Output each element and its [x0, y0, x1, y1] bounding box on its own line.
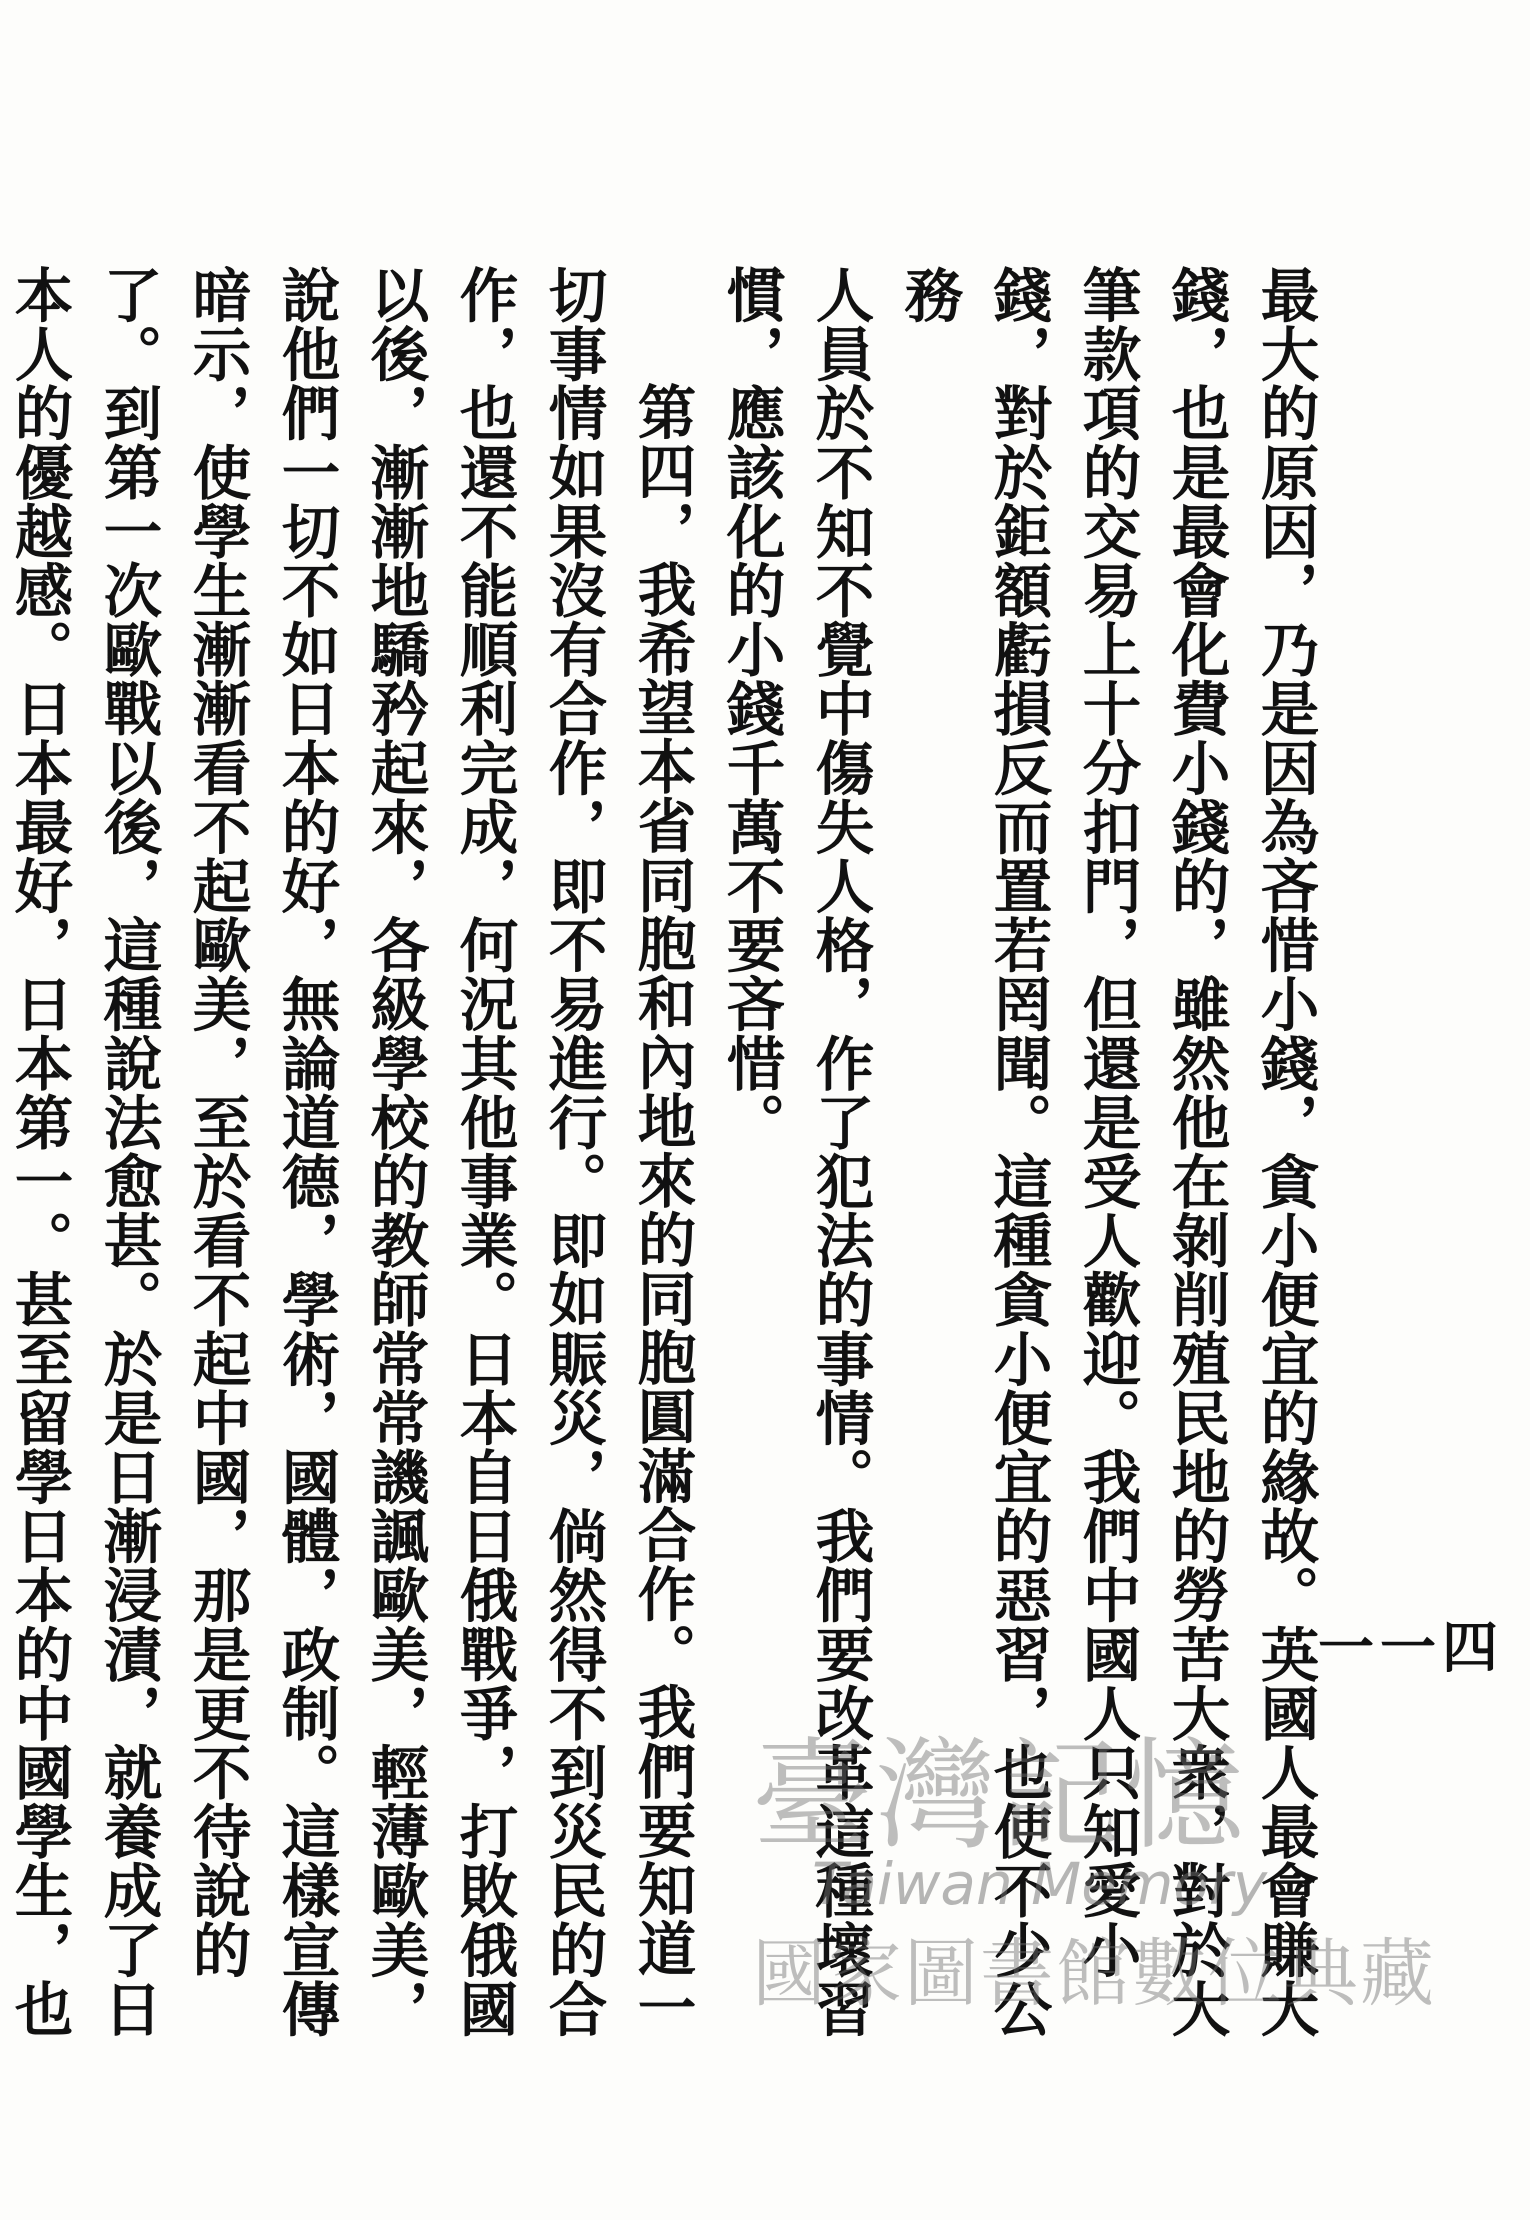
- paragraph-2: 第四，我希望本省同胞和內地來的同胞圓滿合作。我們要知道一切事情如果沒有合作，即不易進行。即如賑災，倘然得不到災民的合作，也還不能順利完成，何況其他事業。日本自日俄戰爭，打敗俄國以後，漸漸地驕矜起來，各級學校的教師常常譏諷歐美，輕薄歐美，說他們一切不如日本的好，無論道德，學術，國體，政制。這樣宣傳暗示，使學生漸漸看不起歐美，至於看不起中國，那是更不待說的了。到第一次歐戰以後，這種說法愈甚。於是日漸浸漬，就養成了日本人的優越感。日本最好，日本第一。甚至留學日本的中國學生，也: [5, 265, 697, 2038]
- watermark-title: 臺灣記憶: [752, 1727, 1248, 1866]
- page-number: 一一四: [1318, 1615, 1504, 1681]
- watermark-institution: 國家圖書館數位典藏: [752, 1931, 1436, 2017]
- vertical-text-body: [5, 265, 1330, 2045]
- paragraph-1-continued: 人員於不知不覺中傷失人格，作了犯法的事情。我們要改革這種壞習慣，應該化的小錢千萬不要吝惜。: [717, 265, 875, 2038]
- paragraph-carryover: 最大的原因，乃是因為吝惜小錢，貪小便宜的緣故。英國人最會賺大錢，也是最會化費小錢的，雖然他在剝削殖民地的勞苦大衆，對於大筆款項的交易上十分扣門，但還是受人歡迎。我們中國人只知愛小錢，對於鉅額虧損反而置若罔聞。這種貪小便宜的惡習，也使不少公務: [895, 265, 1320, 2038]
- watermark-subtitle: Taiwan Memory: [812, 1850, 1268, 1918]
